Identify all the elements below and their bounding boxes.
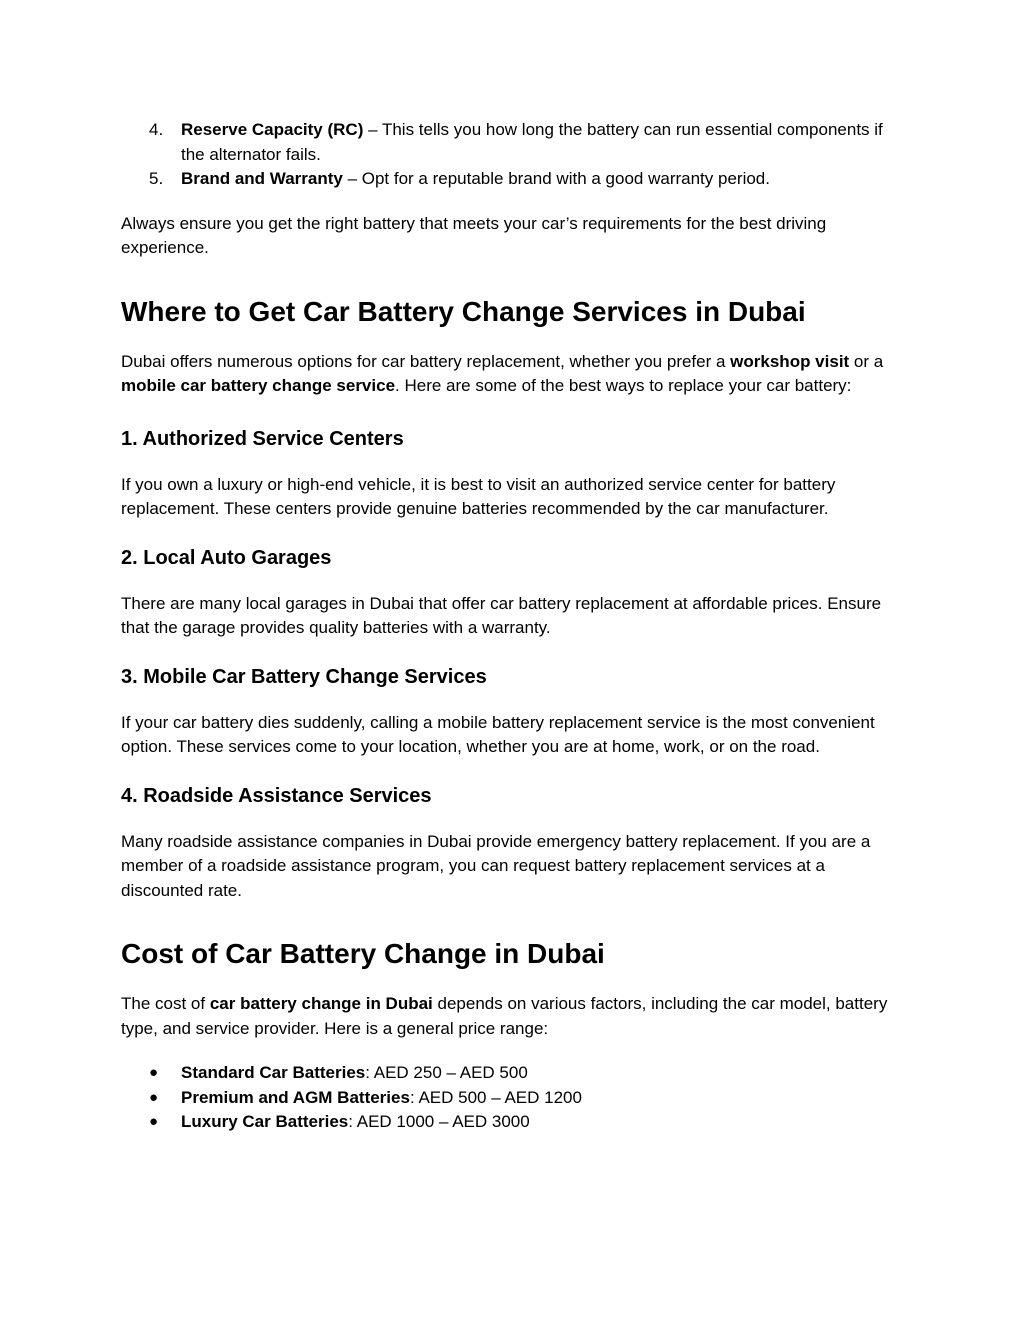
bullet-marker: ● bbox=[149, 1113, 159, 1130]
subsection-heading: 3. Mobile Car Battery Change Services bbox=[121, 665, 487, 688]
battery-factors-list bbox=[121, 118, 901, 192]
list-item-bold: Premium and AGM Batteries bbox=[181, 1087, 410, 1107]
cost-intro-paragraph bbox=[121, 992, 901, 1041]
section-heading-cost: Cost of Car Battery Change in Dubai bbox=[121, 938, 605, 969]
list-item bbox=[121, 1061, 901, 1086]
document-page bbox=[121, 118, 901, 1135]
list-item bbox=[121, 167, 901, 192]
subsection-heading: 1. Authorized Service Centers bbox=[121, 427, 404, 450]
list-item-text: : AED 1000 – AED 3000 bbox=[348, 1112, 530, 1131]
text-run: The cost of bbox=[121, 994, 210, 1013]
text-run: or a bbox=[849, 351, 884, 371]
list-item bbox=[121, 1086, 901, 1111]
price-range-list bbox=[121, 1061, 901, 1135]
list-item bbox=[121, 1110, 901, 1135]
list-item bbox=[121, 118, 901, 167]
bullet-marker: ● bbox=[149, 1088, 159, 1106]
section-heading-where: Where to Get Car Battery Change Services in Dubai bbox=[121, 295, 806, 327]
list-marker: 4. bbox=[149, 120, 164, 139]
subsection-heading: 2. Local Auto Garages bbox=[121, 546, 332, 569]
where-intro-paragraph bbox=[121, 350, 901, 399]
subsection-body: There are many local garages in Dubai that offer car battery replacement at affordable prices. Ensure that the garage provides quality batteries with a warranty. bbox=[121, 593, 882, 637]
text-run: . Here are some of the best ways to replace your car battery: bbox=[395, 376, 852, 395]
subsection-body: If you own a luxury or high-end vehicle, it is best to visit an authorized service center for battery replacement. These centers provide genuine batteries recommended by the car manufacturer. bbox=[121, 474, 836, 518]
subsection-heading: 4. Roadside Assistance Services bbox=[121, 784, 432, 807]
list-item-text: : AED 250 – AED 500 bbox=[365, 1063, 528, 1082]
list-item-bold: Reserve Capacity (RC) bbox=[181, 120, 364, 139]
text-run: depends on various factors, including the car model, battery type, and service provider. Here is a general price range: bbox=[121, 994, 888, 1038]
bullet-marker: ● bbox=[149, 1064, 159, 1081]
text-run: Dubai offers numerous options for car battery replacement, whether you prefer a bbox=[121, 351, 731, 371]
list-item-bold: Standard Car Batteries bbox=[181, 1063, 366, 1082]
list-item-bold: Luxury Car Batteries bbox=[181, 1112, 349, 1131]
list-marker: 5. bbox=[149, 169, 164, 188]
bold-run: workshop visit bbox=[730, 351, 850, 371]
list-item-text: : AED 500 – AED 1200 bbox=[409, 1087, 582, 1107]
subsection-body: Many roadside assistance companies in Dubai provide emergency battery replacement. If you are a member of a roadside assistance program, you can request battery replacement services at a discounted rate. bbox=[121, 831, 871, 900]
subsection-body: If your car battery dies suddenly, calling a mobile battery replacement service is the most convenient option. These services come to your location, whether you are at home, work, or on the road. bbox=[121, 712, 875, 756]
bold-run: car battery change in Dubai bbox=[209, 994, 433, 1013]
list-item-text: – Opt for a reputable brand with a good warranty period. bbox=[342, 169, 770, 188]
bold-run: mobile car battery change service bbox=[121, 376, 396, 395]
list-item-bold: Brand and Warranty bbox=[181, 169, 343, 188]
closing-paragraph: Always ensure you get the right battery that meets your car’s requirements for the best driving experience. bbox=[121, 213, 827, 257]
list-item-text: – This tells you how long the battery can run essential components if the alternator fails. bbox=[181, 120, 883, 164]
